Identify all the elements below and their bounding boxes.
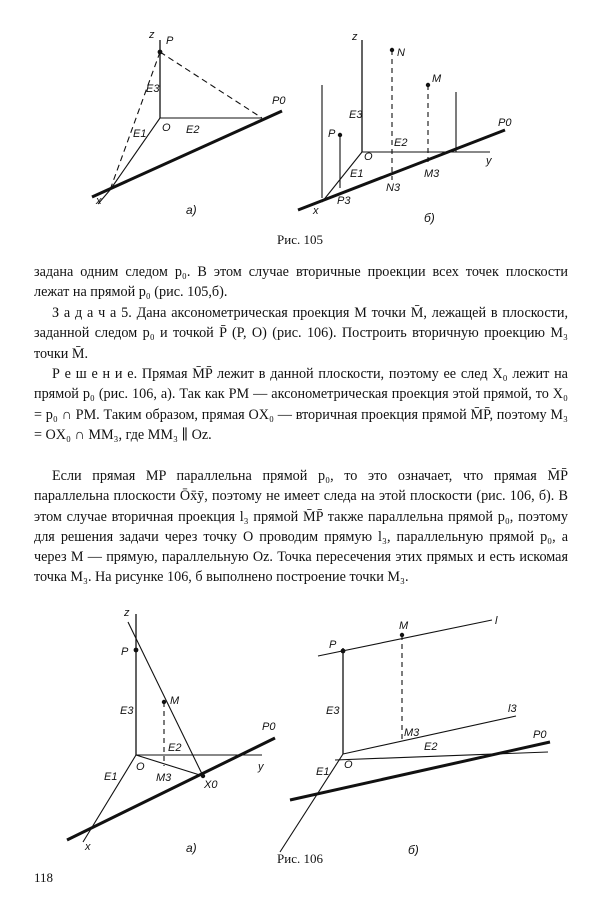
label-m3: M3 bbox=[424, 168, 440, 180]
label-e2: E2 bbox=[424, 741, 438, 753]
sublabel-b: б) bbox=[424, 211, 435, 225]
label-e2: E2 bbox=[186, 124, 200, 136]
label-e3: E3 bbox=[120, 705, 134, 717]
label-z: z bbox=[352, 31, 358, 43]
figure-105 bbox=[0, 0, 600, 232]
label-p3: P3 bbox=[337, 195, 351, 207]
label-p0: P0 bbox=[498, 117, 512, 129]
solution-heading: Р е ш е н и е. bbox=[52, 366, 138, 382]
label-p0: P0 bbox=[272, 95, 286, 107]
paragraph-3 bbox=[34, 364, 568, 445]
fig105-panel-a bbox=[92, 40, 282, 204]
label-e3: E3 bbox=[349, 109, 363, 121]
label-p: P bbox=[329, 639, 337, 651]
label-e1: E1 bbox=[133, 128, 147, 140]
label-p: P bbox=[166, 35, 174, 47]
figure-106 bbox=[0, 600, 600, 856]
label-o: O bbox=[364, 151, 373, 163]
label-y: y bbox=[258, 761, 264, 773]
sublabel-a: а) bbox=[186, 841, 197, 855]
label-z: z bbox=[124, 607, 130, 619]
paragraph-2 bbox=[34, 303, 568, 364]
label-e1: E1 bbox=[350, 168, 364, 180]
label-e3: E3 bbox=[326, 705, 340, 717]
label-o: O bbox=[162, 122, 171, 134]
label-o: O bbox=[136, 761, 145, 773]
label-m: M bbox=[432, 73, 442, 85]
label-m: M bbox=[399, 620, 409, 632]
fig106-panel-b-labels bbox=[316, 615, 547, 856]
label-o: O bbox=[344, 759, 353, 771]
label-n3: N3 bbox=[386, 182, 401, 194]
fig106-panel-a bbox=[67, 614, 275, 842]
label-l3: l3 bbox=[508, 703, 517, 715]
label-l: l bbox=[495, 615, 498, 627]
solution-body: Прямая M̄P̄ лежит в данной плоскости, поэтому ее след X₀ лежит на прямой p₀ (рис. 106, а). Так как PM — аксонометрическая проекция этой прямой, то X₀ = p₀ ∩ PM. Таким образом, прямая OX₀ — вторичная проекция прямой M̄P̄, поэтому M₃ = OX₀ ∩ MM₃, где MM₃ ∥ Oz. bbox=[34, 366, 568, 443]
label-x0: X0 bbox=[204, 779, 218, 791]
label-x: x bbox=[85, 841, 91, 853]
fig105-panel-b-labels bbox=[312, 31, 512, 225]
task-body: Дана аксонометрическая проекция M точки M̄, лежащей в плоскости, заданной следом p₀ и точкой P̄ (P, O) (рис. 106). Построить вторичную проекцию M₃ точки M̄. bbox=[34, 305, 568, 362]
label-p: P bbox=[121, 646, 129, 658]
sublabel-b: б) bbox=[408, 843, 419, 856]
paragraph-1: задана одним следом p₀. В этом случае вторичные проекции всех точек плоскости лежат на прямой p₀ (рис. 105,б). bbox=[34, 264, 568, 301]
sublabel-a: а) bbox=[186, 203, 197, 217]
label-m3: M3 bbox=[156, 772, 172, 784]
label-p: P bbox=[328, 128, 336, 140]
page-number: 118 bbox=[34, 870, 54, 885]
label-p0: P0 bbox=[262, 721, 276, 733]
task-heading: З а д а ч а 5. bbox=[52, 305, 132, 321]
label-x: x bbox=[313, 205, 319, 217]
figure-105-caption: Рис. 105 bbox=[277, 232, 323, 247]
label-m3: M3 bbox=[404, 727, 420, 739]
label-m: M bbox=[170, 695, 180, 707]
paragraph-4 bbox=[34, 466, 568, 588]
paragraph-4-text: Если прямая MP параллельна прямой p₀, то это означает, что прямая M̄P̄ параллельна плоскости Ōx̄ȳ, поэтому не имеет следа на этой плоскости (рис. 106, б). В этом случае вторичная проекция l₃ прямой M̄P̄ также параллельна прямой p₀, поэтому для решения задачи через точку O проводим прямую l₃, параллельную прямой p₀, а через M — прямую, параллельную Oz. Точка пересечения этих прямых и есть искомая точка M₃. На рисунке 106, б выполнено построение точки M₃. bbox=[34, 468, 568, 586]
label-n: N bbox=[397, 47, 405, 59]
label-e1: E1 bbox=[316, 766, 330, 778]
label-e2: E2 bbox=[394, 137, 408, 149]
label-e1: E1 bbox=[104, 771, 118, 783]
label-z: z bbox=[149, 29, 155, 41]
label-p0: P0 bbox=[533, 729, 547, 741]
label-x: x bbox=[96, 195, 102, 207]
label-e2: E2 bbox=[168, 742, 182, 754]
label-e3: E3 bbox=[146, 83, 160, 95]
fig105-panel-b bbox=[298, 40, 505, 210]
label-y: y bbox=[486, 155, 492, 167]
figure-106-caption: Рис. 106 bbox=[277, 851, 323, 866]
